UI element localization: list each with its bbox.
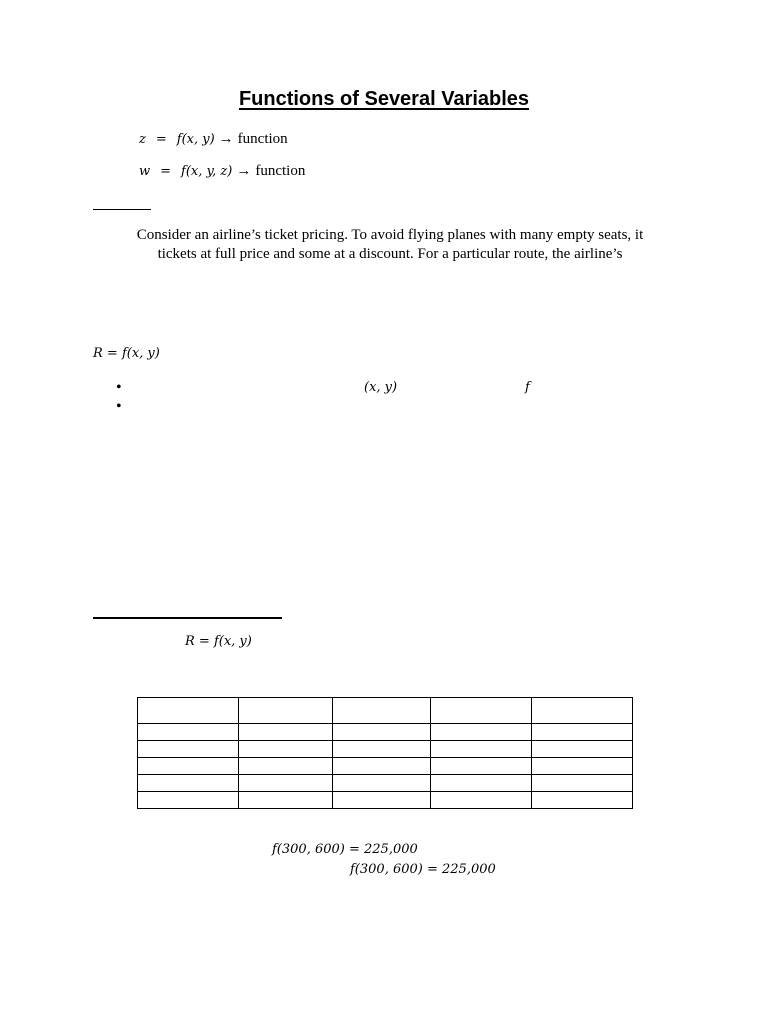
table-cell — [532, 741, 633, 758]
table-cell — [333, 724, 431, 741]
table-row — [138, 792, 633, 809]
table-cell — [532, 792, 633, 809]
table-cell — [532, 775, 633, 792]
table-cell — [333, 792, 431, 809]
table-cell — [239, 758, 333, 775]
table-cell — [431, 724, 532, 741]
page-title: Functions of Several Variables — [238, 88, 530, 110]
table-cell — [138, 741, 239, 758]
table-cell — [333, 758, 431, 775]
definition-z-line — [139, 130, 288, 148]
table-cell — [431, 741, 532, 758]
table-cell — [532, 724, 633, 741]
table-cell — [532, 698, 633, 724]
table-cell — [138, 698, 239, 724]
definition-w-line — [139, 162, 305, 180]
result-equation-2: f(300, 600) = 225,000 — [350, 862, 496, 877]
table-cell — [333, 741, 431, 758]
intro-paragraph — [93, 226, 687, 264]
table-cell — [431, 698, 532, 724]
bullet-icon: • — [116, 398, 122, 415]
function-expression: f(x, y, z) — [181, 164, 233, 179]
table-row — [138, 741, 633, 758]
table-cell — [239, 698, 333, 724]
table-row — [138, 724, 633, 741]
table-row — [138, 758, 633, 775]
table-cell — [333, 775, 431, 792]
table-cell — [333, 698, 431, 724]
table-row — [138, 775, 633, 792]
section-divider-long — [93, 617, 282, 619]
table-header-row — [138, 698, 633, 724]
function-label: function — [255, 163, 306, 179]
table-cell — [431, 775, 532, 792]
table-cell — [138, 758, 239, 775]
table-revenue-equation: R = f(x, y) — [185, 634, 252, 649]
equals-sign: = — [155, 132, 167, 147]
w-variable: w — [139, 164, 151, 179]
function-expression: f(x, y) — [176, 132, 215, 147]
revenue-table — [137, 697, 633, 809]
table-cell — [239, 741, 333, 758]
bullet-pair-expression: (x, y) — [364, 380, 398, 395]
table-cell — [239, 792, 333, 809]
table-cell — [239, 724, 333, 741]
table-cell — [138, 775, 239, 792]
bullet-icon: • — [116, 379, 122, 396]
table-cell — [431, 792, 532, 809]
table-cell — [138, 724, 239, 741]
function-label: function — [237, 131, 288, 147]
arrow-icon: → — [236, 163, 252, 179]
intro-line-1: Consider an airline’s ticket pricing. To avoid flying planes with many empty seats, it — [136, 227, 644, 243]
bullet-function-symbol: f — [525, 380, 530, 395]
equals-sign: = — [160, 164, 172, 179]
revenue-equation: R = f(x, y) — [93, 346, 160, 361]
table-cell — [532, 758, 633, 775]
section-divider-short — [93, 209, 151, 210]
table-cell — [138, 792, 239, 809]
arrow-icon: → — [218, 131, 234, 147]
table-cell — [239, 775, 333, 792]
intro-line-2: tickets at full price and some at a discount. For a particular route, the airline’s — [157, 246, 623, 262]
z-variable: z — [139, 132, 146, 147]
result-equation-1: f(300, 600) = 225,000 — [272, 842, 418, 857]
table-cell — [431, 758, 532, 775]
